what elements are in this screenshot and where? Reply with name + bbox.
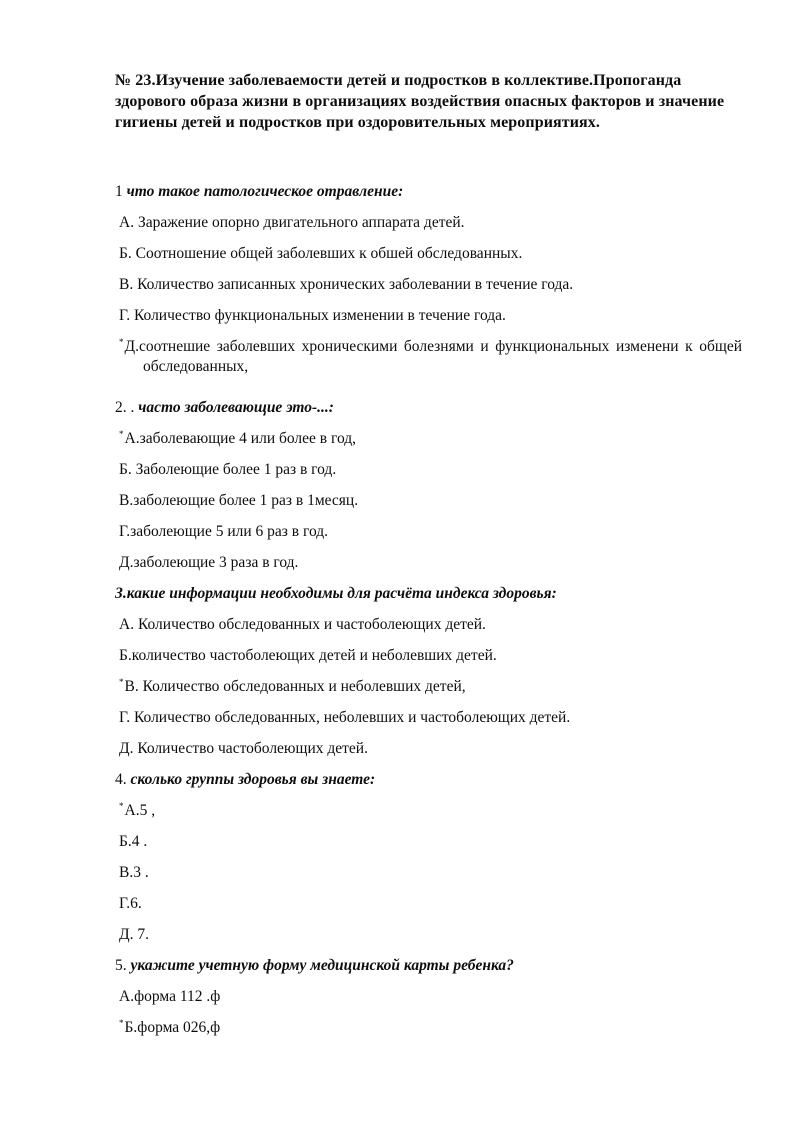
option-text: Г.заболеющие 5 или 6 раз в год.	[119, 523, 329, 540]
question-3-header	[115, 584, 742, 604]
question-4-option-g	[113, 894, 742, 914]
option-text: Д. 7.	[119, 926, 149, 943]
question-2-option-g	[113, 522, 742, 542]
question-4-option-a	[113, 801, 742, 821]
question-5-header	[115, 956, 742, 976]
correct-answer-star: *	[119, 429, 125, 439]
option-text: Б.количество частоболеющих детей и неболевших детей.	[119, 647, 497, 664]
question-4-number: 4.	[115, 771, 131, 788]
option-text: А.5 ,	[124, 802, 156, 819]
question-3-option-a	[113, 615, 742, 635]
option-text: Б.форма 026,ф	[124, 1019, 221, 1036]
option-text: Г. Количество обследованных, неболевших и частоболеющих детей.	[119, 709, 571, 726]
document-title: № 23.Изучение заболеваемости детей и подростков в коллективе.Пропоганда здорового образа жизни в организациях воздействия опасных факторов и значение гигиены детей и подростков при оздоровительных мероприятиях.	[115, 72, 725, 131]
question-1-prompt: что такое патологическое отравление:	[126, 183, 404, 200]
question-2-option-d	[113, 553, 742, 573]
option-text: Б.4 .	[119, 833, 148, 850]
correct-answer-star: *	[119, 1018, 125, 1028]
question-1-option-a	[113, 213, 742, 233]
question-5-prompt: укажите учетную форму медицинской карты ребенка?	[130, 957, 514, 974]
question-1-option-d	[113, 337, 742, 377]
question-1-option-v	[113, 275, 742, 295]
option-text: А.заболевающие 4 или более в год,	[124, 430, 357, 447]
option-text: А. Заражение опорно двигательного аппарата детей.	[119, 214, 465, 231]
option-text: Д.заболеющие 3 раза в год.	[119, 554, 299, 571]
option-text: Б. Соотношение общей заболевших к обшей обследованных.	[119, 245, 523, 262]
question-2-number: 2. .	[115, 399, 139, 416]
question-2-option-b	[113, 460, 742, 480]
question-2-option-v	[113, 491, 742, 511]
question-2-option-a	[113, 429, 742, 449]
question-3-prompt: З.какие информации необходимы для расчёта индекса здоровья:	[115, 585, 557, 602]
question-3-option-d	[113, 739, 742, 759]
option-text: А. Количество обследованных и частоболеющих детей.	[119, 616, 486, 633]
option-text: В. Количество записанных хронических заболевании в течение года.	[119, 276, 574, 293]
question-4-option-b	[113, 832, 742, 852]
question-1-number: 1	[115, 183, 127, 200]
option-text: В. Количество обследованных и неболевших детей,	[124, 678, 466, 695]
option-text: В.заболеющие более 1 раз в 1месяц.	[119, 492, 359, 509]
option-text: Д.соотнешие заболевших хроническими болезнями и функциональных изменени к общей обследованных,	[124, 338, 742, 375]
question-4-option-v	[113, 863, 742, 883]
correct-answer-star: *	[119, 337, 125, 347]
option-text: Д. Количество частоболеющих детей.	[119, 740, 368, 757]
correct-answer-star: *	[119, 677, 125, 687]
question-5-number: 5.	[115, 957, 131, 974]
question-2-prompt: часто заболевающие это-...:	[138, 399, 334, 416]
correct-answer-star: *	[119, 801, 125, 811]
question-3-option-g	[113, 708, 742, 728]
question-1-option-g	[113, 306, 742, 326]
question-1-header	[115, 182, 742, 202]
option-text: Г. Количество функциональных изменении в течение года.	[119, 307, 506, 324]
question-3-option-v	[113, 677, 742, 697]
option-text: В.3 .	[119, 864, 149, 881]
question-3-option-b	[113, 646, 742, 666]
question-5-option-a	[113, 987, 742, 1007]
question-4-header	[115, 770, 742, 790]
option-text: Б. Заболеющие более 1 раз в год.	[119, 461, 337, 478]
question-2-header	[115, 398, 742, 418]
question-5-option-b	[113, 1018, 742, 1038]
question-1-option-b	[113, 244, 742, 264]
question-4-option-d	[113, 925, 742, 945]
option-text: Г.6.	[119, 895, 142, 912]
question-4-prompt: сколько группы здоровья вы знаете:	[130, 771, 376, 788]
option-text: А.форма 112 .ф	[119, 988, 221, 1005]
